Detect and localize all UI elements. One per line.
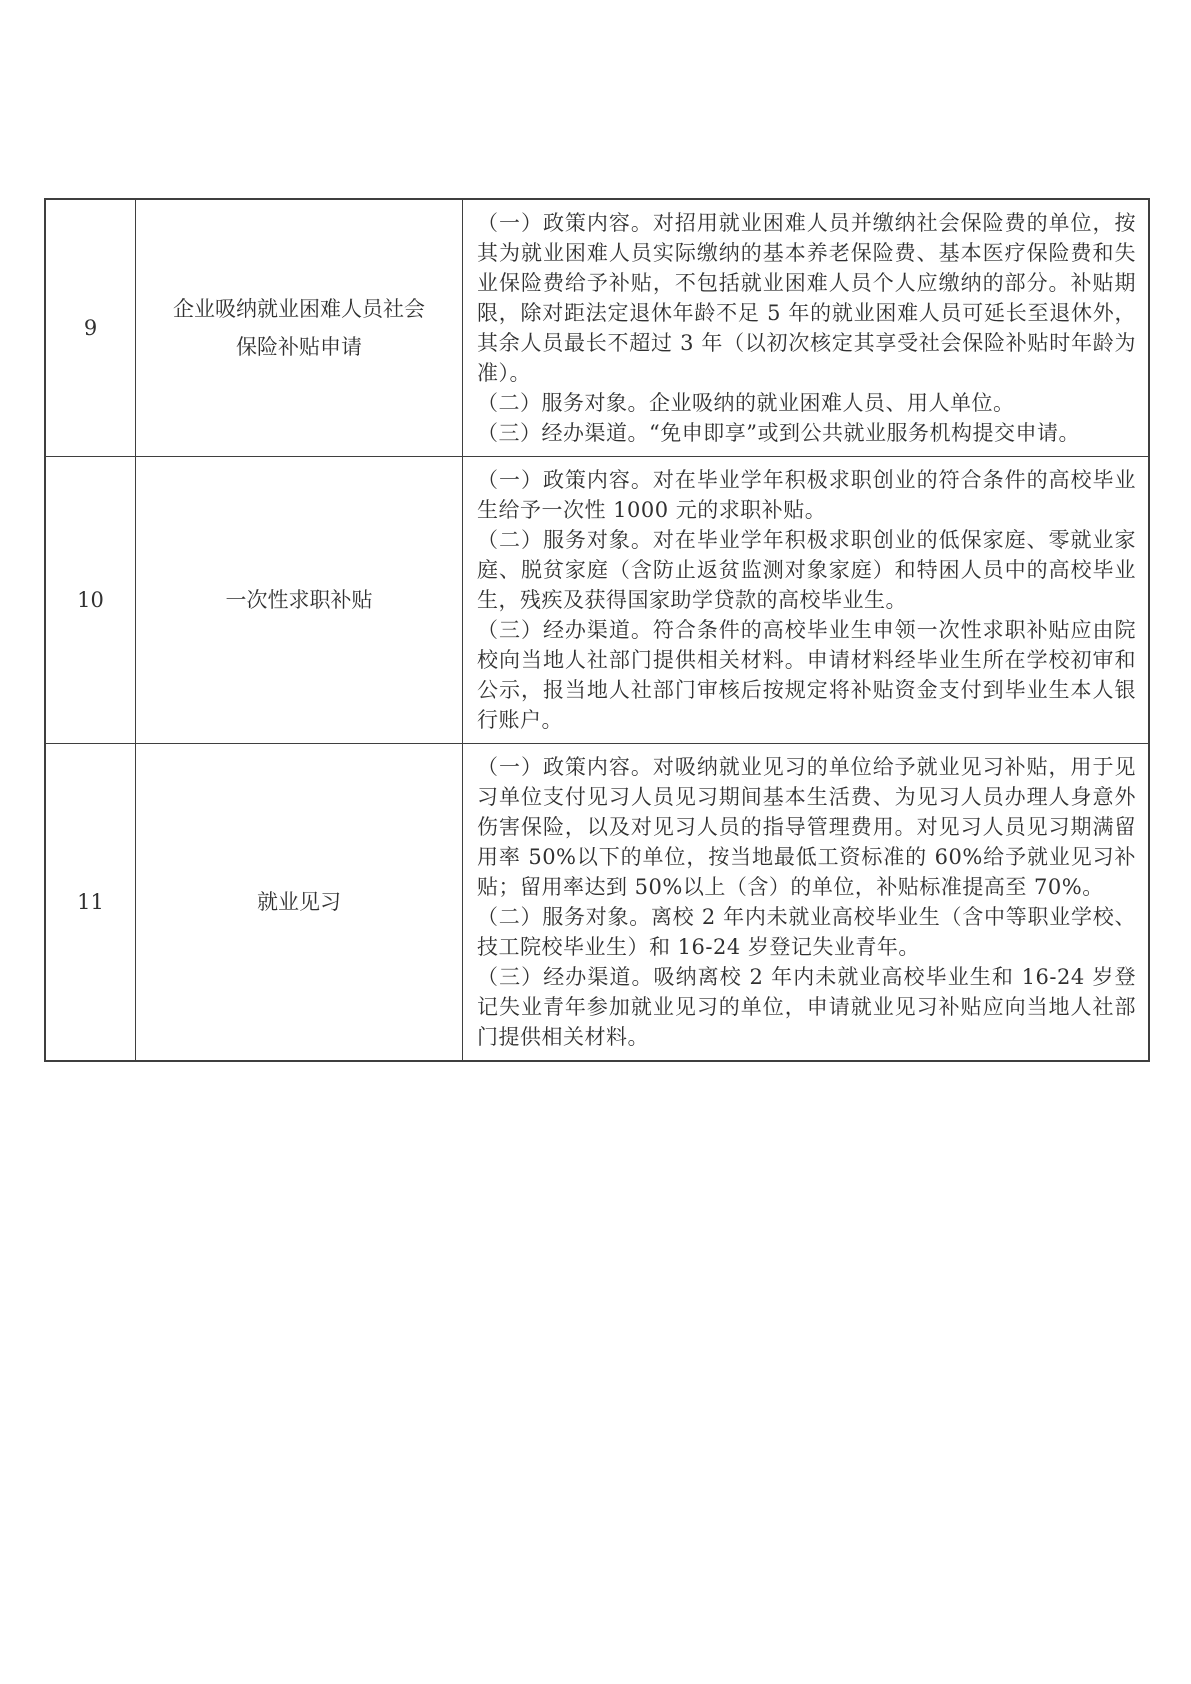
- policy-description: [463, 744, 1148, 1060]
- policy-name: 一次性求职补贴: [136, 457, 463, 743]
- policy-name: 企业吸纳就业困难人员社会保险补贴申请: [136, 200, 463, 456]
- service-target-paragraph: （二）服务对象。企业吸纳的就业困难人员、用人单位。: [477, 391, 1015, 415]
- policy-table: [44, 198, 1150, 1062]
- table-row: [46, 744, 1148, 1060]
- policy-content-paragraph: （一）政策内容。对在毕业学年积极求职创业的符合条件的高校毕业生给予一次性 1000 元的求职补贴。: [477, 468, 1136, 522]
- table-row: [46, 200, 1148, 457]
- handling-channel-paragraph: （三）经办渠道。符合条件的高校毕业生申领一次性求职补贴应由院校向当地人社部门提供相关材料。申请材料经毕业生所在学校初审和公示，报当地人社部门审核后按规定将补贴资金支付到毕业生本人银行账户。: [477, 618, 1136, 732]
- row-number: 11: [46, 744, 136, 1060]
- service-target-paragraph: （二）服务对象。对在毕业学年积极求职创业的低保家庭、零就业家庭、脱贫家庭（含防止返贫监测对象家庭）和特困人员中的高校毕业生，残疾及获得国家助学贷款的高校毕业生。: [477, 528, 1136, 612]
- handling-channel-paragraph: （三）经办渠道。吸纳离校 2 年内未就业高校毕业生和 16-24 岁登记失业青年参加就业见习的单位，申请就业见习补贴应向当地人社部门提供相关材料。: [477, 965, 1136, 1049]
- policy-description: [463, 457, 1148, 743]
- policy-content-paragraph: （一）政策内容。对招用就业困难人员并缴纳社会保险费的单位，按其为就业困难人员实际缴纳的基本养老保险费、基本医疗保险费和失业保险费给予补贴，不包括就业困难人员个人应缴纳的部分。补贴期限，除对距法定退休年龄不足 5 年的就业困难人员可延长至退休外，其余人员最长不超过 3 年（以初次核定其享受社会保险补贴时年龄为准）。: [477, 211, 1136, 385]
- table-row: [46, 457, 1148, 744]
- service-target-paragraph: （二）服务对象。离校 2 年内未就业高校毕业生（含中等职业学校、技工院校毕业生）和 16-24 岁登记失业青年。: [477, 905, 1136, 959]
- row-number: 9: [46, 200, 136, 456]
- handling-channel-paragraph: （三）经办渠道。“免申即享”或到公共就业服务机构提交申请。: [477, 421, 1080, 445]
- policy-content-paragraph: （一）政策内容。对吸纳就业见习的单位给予就业见习补贴，用于见习单位支付见习人员见习期间基本生活费、为见习人员办理人身意外伤害保险，以及对见习人员的指导管理费用。对见习人员见习期满留用率 50%以下的单位，按当地最低工资标准的 60%给予就业见习补贴；留用率达到 50%以上（含）的单位，补贴标准提高至 70%。: [477, 755, 1136, 899]
- policy-name: 就业见习: [136, 744, 463, 1060]
- policy-description: [463, 200, 1148, 456]
- row-number: 10: [46, 457, 136, 743]
